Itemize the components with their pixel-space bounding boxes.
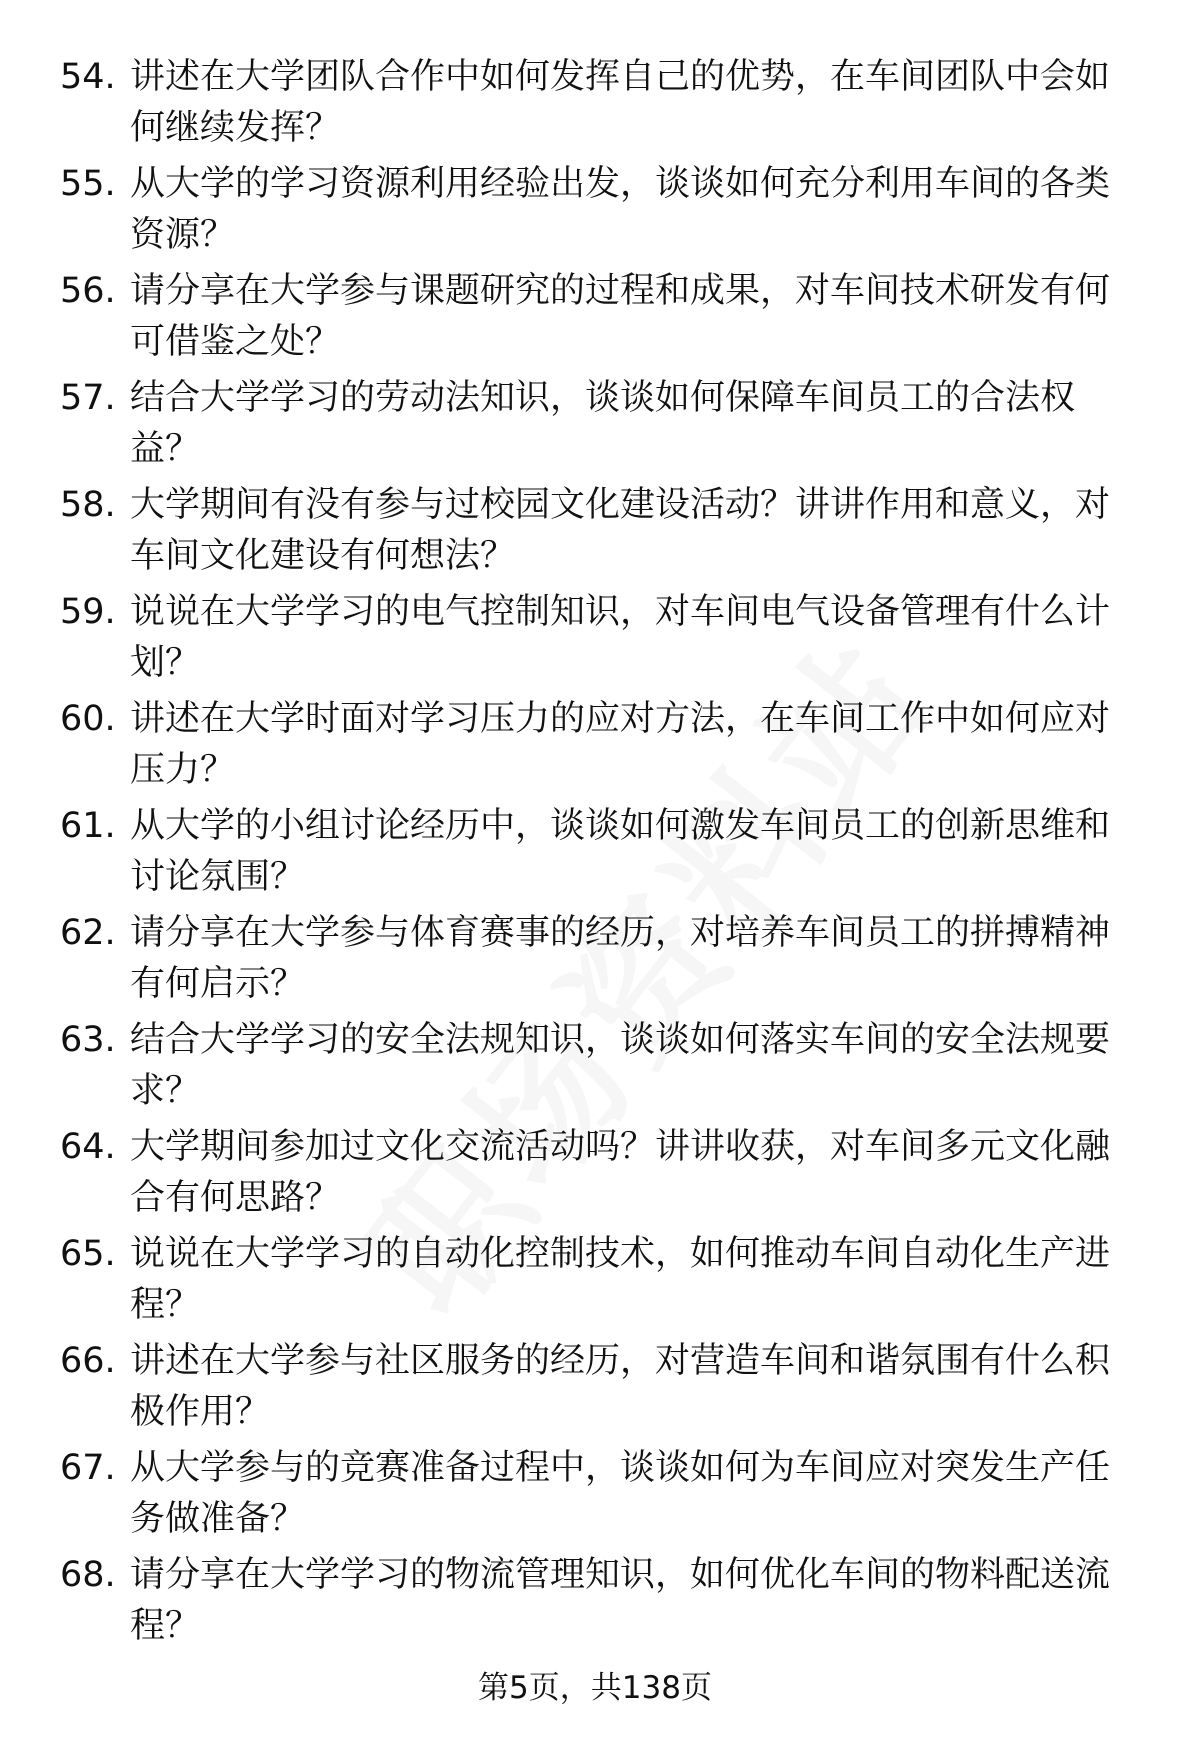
question-text: 从大学的学习资源利用经验出发，谈谈如何充分利用车间的各类资源？ — [130, 164, 1111, 255]
question-number: 61. — [60, 806, 116, 846]
page-footer — [0, 1666, 1190, 1710]
question-item-66 — [60, 1336, 1150, 1438]
question-text: 讲述在大学团队合作中如何发挥自己的优势，在车间团队中会如何继续发挥？ — [130, 57, 1111, 148]
question-number: 63. — [60, 1020, 116, 1060]
question-item-61 — [60, 801, 1150, 903]
page-number-label: 第5页，共138页 — [478, 1670, 712, 1706]
question-item-60 — [60, 694, 1150, 796]
question-text: 大学期间有没有参与过校园文化建设活动？讲讲作用和意义，对车间文化建设有何想法？ — [130, 485, 1111, 576]
question-number: 60. — [60, 699, 116, 739]
question-item-62 — [60, 908, 1150, 1010]
question-item-56 — [60, 266, 1150, 368]
question-text: 请分享在大学参与体育赛事的经历，对培养车间员工的拼搏精神有何启示？ — [130, 913, 1111, 1004]
question-text: 结合大学学习的劳动法知识，谈谈如何保障车间员工的合法权益？ — [130, 378, 1076, 469]
question-number: 64. — [60, 1127, 116, 1167]
question-text: 说说在大学学习的电气控制知识，对车间电气设备管理有什么计划？ — [130, 592, 1111, 683]
question-number: 66. — [60, 1341, 116, 1381]
question-item-64 — [60, 1122, 1150, 1224]
question-number: 57. — [60, 378, 116, 418]
question-number: 67. — [60, 1448, 116, 1488]
question-number: 65. — [60, 1234, 116, 1274]
question-number: 58. — [60, 485, 116, 525]
question-item-54 — [60, 52, 1150, 154]
question-text: 讲述在大学时面对学习压力的应对方法，在车间工作中如何应对压力？ — [130, 699, 1111, 790]
question-number: 68. — [60, 1555, 116, 1595]
question-number: 56. — [60, 271, 116, 311]
question-text: 大学期间参加过文化交流活动吗？讲讲收获，对车间多元文化融合有何思路？ — [130, 1127, 1111, 1218]
question-item-59 — [60, 587, 1150, 689]
question-item-55 — [60, 159, 1150, 261]
question-number: 62. — [60, 913, 116, 953]
question-item-67 — [60, 1443, 1150, 1545]
question-text: 请分享在大学学习的物流管理知识，如何优化车间的物料配送流程？ — [130, 1555, 1111, 1646]
question-text: 从大学的小组讨论经历中，谈谈如何激发车间员工的创新思维和讨论氛围？ — [130, 806, 1111, 897]
question-number: 54. — [60, 57, 116, 97]
question-item-65 — [60, 1229, 1150, 1331]
question-item-63 — [60, 1015, 1150, 1117]
question-text: 讲述在大学参与社区服务的经历，对营造车间和谐氛围有什么积极作用？ — [130, 1341, 1111, 1432]
question-number: 59. — [60, 592, 116, 632]
question-text: 说说在大学学习的自动化控制技术，如何推动车间自动化生产进程？ — [130, 1234, 1111, 1325]
question-text: 从大学参与的竞赛准备过程中，谈谈如何为车间应对突发生产任务做准备？ — [130, 1448, 1111, 1539]
question-text: 请分享在大学参与课题研究的过程和成果，对车间技术研发有何可借鉴之处？ — [130, 271, 1111, 362]
question-item-57 — [60, 373, 1150, 475]
question-item-68 — [60, 1550, 1150, 1652]
question-list — [60, 52, 1150, 1657]
question-number: 55. — [60, 164, 116, 204]
question-item-58 — [60, 480, 1150, 582]
question-text: 结合大学学习的安全法规知识，谈谈如何落实车间的安全法规要求？ — [130, 1020, 1111, 1111]
